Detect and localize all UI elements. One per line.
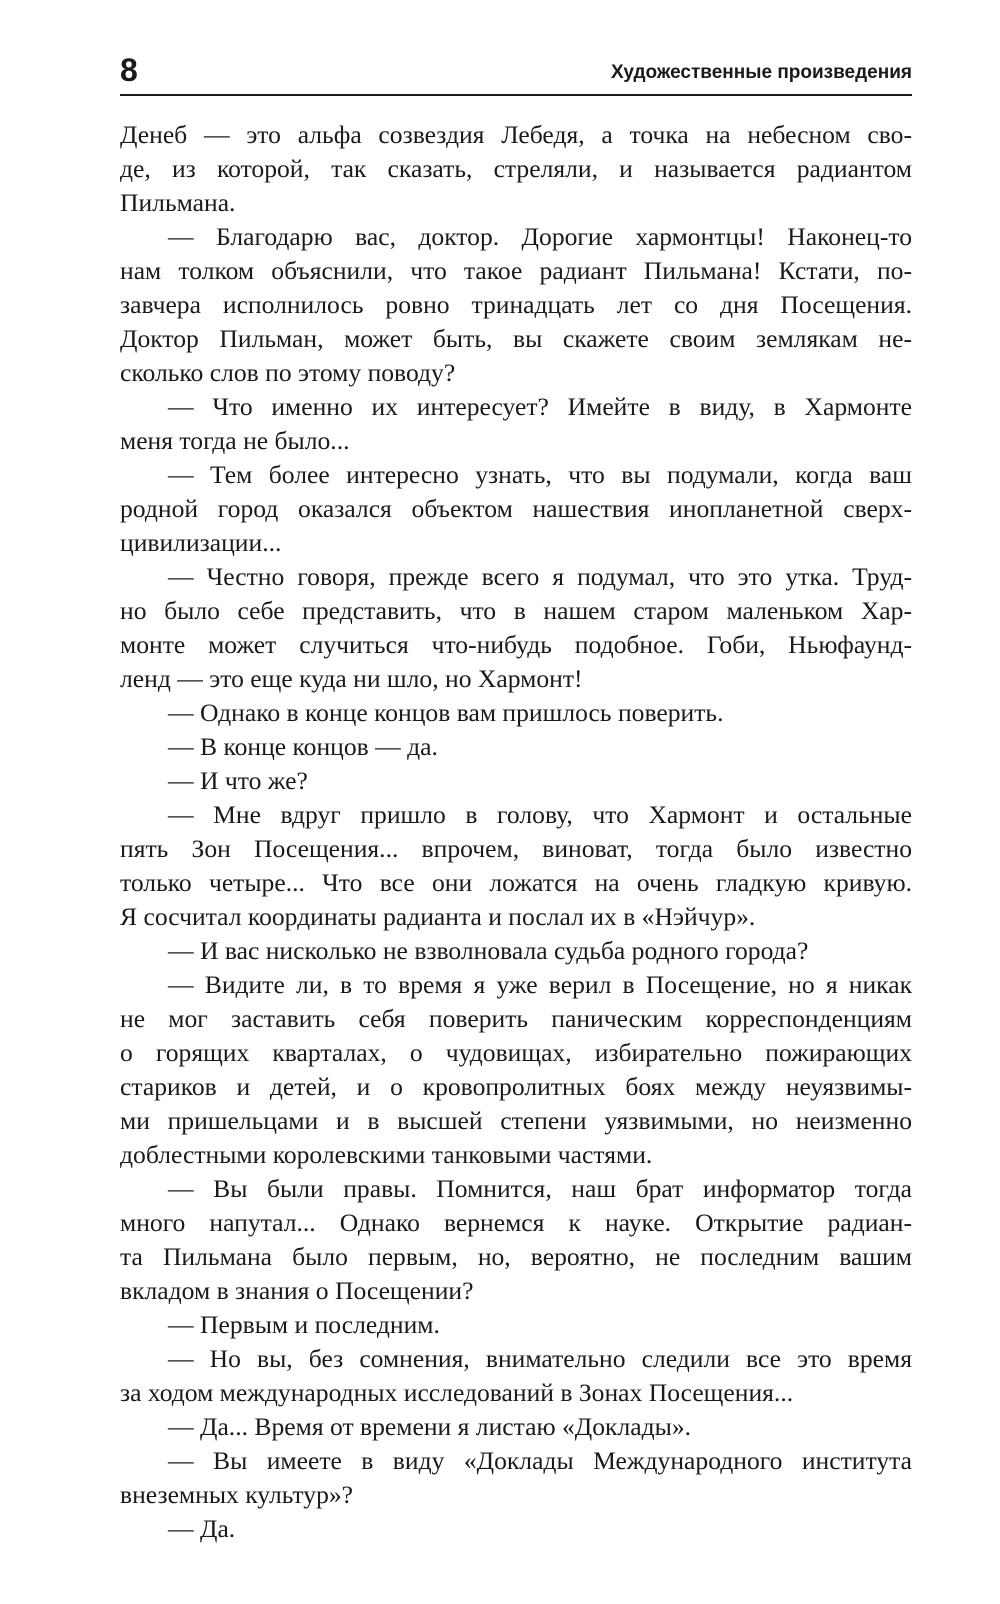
text-line: монте может случиться что-нибудь подобное. Гоби, Ньюфаунд- xyxy=(120,630,912,659)
text-line: — Вы были правы. Помнится, наш брат информатор тогда xyxy=(168,1174,912,1203)
text-line: но было себе представить, что в нашем старом маленьком Хар- xyxy=(120,596,912,625)
text-line: — Да. xyxy=(168,1514,236,1543)
text-line: — Вы имеете в виду «Доклады Международного института xyxy=(168,1446,912,1475)
text-line: за ходом международных исследований в Зонах Посещения... xyxy=(120,1378,794,1407)
text-line: нам толком объяснили, что такое радиант Пильмана! Кстати, по- xyxy=(120,256,912,285)
text-line: — Благодарю вас, доктор. Дорогие хармонтцы! Наконец-то xyxy=(168,222,912,251)
text-line: много напутал... Однако вернемся к науке. Открытие радиан- xyxy=(120,1208,912,1237)
text-line: — И что же? xyxy=(168,766,308,795)
text-line: Я сосчитал координаты радианта и послал их в «Нэйчур». xyxy=(120,902,756,931)
text-line: ленд — это еще куда ни шло, но Хармонт! xyxy=(120,664,583,693)
text-line: только четыре... Что все они ложатся на очень гладкую кривую. xyxy=(120,868,912,897)
text-line: — Да... Время от времени я листаю «Доклады». xyxy=(168,1412,692,1441)
running-head: Художественные произведения xyxy=(610,62,912,83)
text-line: — В конце концов — да. xyxy=(168,732,438,761)
text-line: — Видите ли, в то время я уже верил в Посещение, но я никак xyxy=(168,970,912,999)
text-line: сколько слов по этому поводу? xyxy=(120,358,456,387)
text-line: о горящих кварталах, о чудовищах, избирательно пожирающих xyxy=(120,1038,912,1067)
text-line: — Однако в конце концов вам пришлось поверить. xyxy=(168,698,724,727)
text-line: Денеб — это альфа созвездия Лебедя, а точка на небесном сво- xyxy=(120,120,912,149)
text-line: — Тем более интересно узнать, что вы подумали, когда ваш xyxy=(168,460,912,489)
text-line: — Первым и последним. xyxy=(168,1310,440,1339)
text-line: родной город оказался объектом нашествия инопланетной сверх- xyxy=(120,494,912,523)
text-line: — Мне вдруг пришло в голову, что Хармонт и остальные xyxy=(168,800,912,829)
text-line: вкладом в знания о Посещении? xyxy=(120,1276,474,1305)
text-line: Пильмана. xyxy=(120,188,236,217)
text-line: внеземных культур»? xyxy=(120,1480,354,1509)
text-line: та Пильмана было первым, но, вероятно, не последним вашим xyxy=(120,1242,912,1271)
text-line: — Что именно их интересует? Имейте в виду, в Хармонте xyxy=(168,392,912,421)
text-line: ми пришельцами и в высшей степени уязвимыми, но неизменно xyxy=(120,1106,912,1135)
text-line: пять Зон Посещения... впрочем, виноват, тогда было известно xyxy=(120,834,912,863)
text-line: — Честно говоря, прежде всего я подумал, что это утка. Труд- xyxy=(168,562,912,591)
text-line: де, из которой, так сказать, стреляли, и называется радиантом xyxy=(120,154,912,183)
page-header xyxy=(120,50,912,96)
text-line: меня тогда не было... xyxy=(120,426,350,455)
text-line: завчера исполнилось ровно тринадцать лет со дня Посещения. xyxy=(120,290,912,319)
text-line: — Но вы, без сомнения, внимательно следили все это время xyxy=(168,1344,912,1373)
body-text xyxy=(120,118,912,1546)
text-line: цивилизации... xyxy=(120,528,282,557)
text-line: Доктор Пильман, может быть, вы скажете своим землякам не- xyxy=(120,324,912,353)
text-line: — И вас нисколько не взволновала судьба родного города? xyxy=(168,936,809,965)
text-line: доблестными королевскими танковыми частями. xyxy=(120,1140,653,1169)
page-number: 8 xyxy=(120,52,138,88)
text-line: стариков и детей, и о кровопролитных боях между неуязвимы- xyxy=(120,1072,912,1101)
text-line: не мог заставить себя поверить паническим корреспонденциям xyxy=(120,1004,912,1033)
